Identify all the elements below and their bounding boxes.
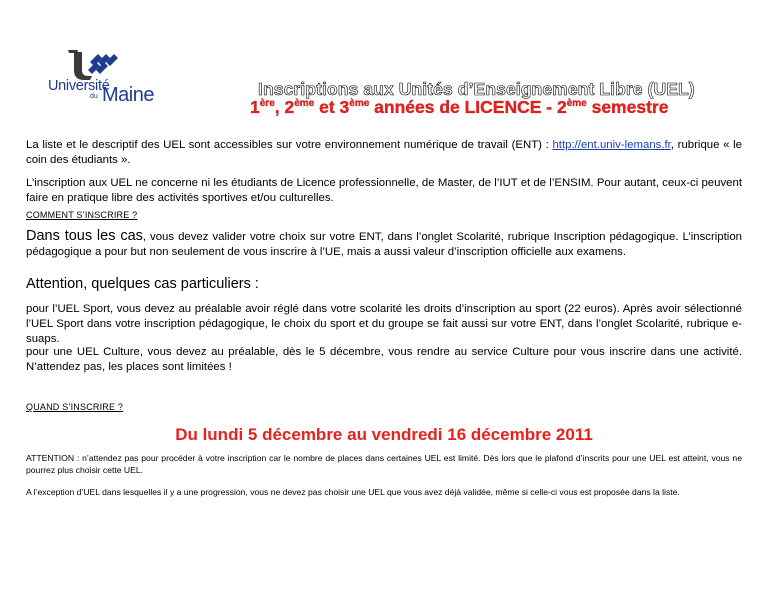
logo-text-maine: Maine <box>102 84 154 106</box>
university-logo <box>48 48 154 110</box>
page-subtitle <box>250 97 668 118</box>
subtitle-sup-4: ème <box>566 98 587 109</box>
logo-emblem-icon <box>54 48 128 82</box>
subtitle-sep-1: , <box>274 97 285 117</box>
subtitle-level: années de LICENCE - <box>369 97 557 117</box>
subtitle-semester-number: 2 <box>556 97 567 117</box>
eligibility-note: L’inscription aux UEL ne concerne ni les étudiants de Licence professionnelle, de Master, de l’IUT et de l’ENSIM. Pour autant, ceux-ci peuvent faire en pratique libre des activités sportives et/ou culturelles. <box>26 177 742 204</box>
warning-paragraph: ATTENTION : n’attendez pas pour procéder à votre inscription car le nombre de places dans certaines UEL est limité. Dès lors que le plafond d’inscrits pour une UEL est atteint, vous ne pourrez plus choisir cette UEL. <box>26 453 742 475</box>
page-title: Inscriptions aux Unités d’Enseignement Libre (UEL) <box>258 79 695 99</box>
logo-text-du: du <box>90 93 98 100</box>
subtitle-year-1: 1 <box>250 97 260 117</box>
logo-text-universite: Université <box>48 78 110 94</box>
subtitle-year-2: 2 <box>284 97 295 117</box>
subtitle-sup-1: ère <box>259 98 275 109</box>
culture-paragraph: pour une UEL Culture, vous devez au préalable, dès le 5 décembre, vous rendre au service Culture pour vous inscrire dans une activité. N’attendez pas, les places sont limitées ! <box>26 346 742 373</box>
registration-dates: Du lundi 5 décembre au vendredi 16 décembre 2011 <box>175 425 593 444</box>
how-heading: COMMENT S’INSCRIRE ? <box>26 210 138 220</box>
how-paragraph <box>26 229 742 260</box>
ent-link[interactable]: http://ent.univ-lemans.fr <box>552 139 671 151</box>
intro-paragraph <box>26 138 742 168</box>
how-text: , vous devez valider votre choix sur votre ENT, dans l’onglet Scolarité, rubrique Inscription pédagogique. L’inscription pédagogique a pour but non seulement de vous inscrire à l’UE, mais a aussi valeur d’inscription officielle aux examens. <box>26 231 742 258</box>
exception-paragraph: A l’exception d’UEL dans lesquelles il y a une progression, vous ne devez pas choisir une UEL que vous avez déjà validée, même si celle-ci vous est proposée dans la liste. <box>26 487 680 497</box>
intro-text-end: , rubrique « le coin des étudiants ». <box>26 139 742 166</box>
sport-paragraph: pour l’UEL Sport, vous devez au préalable avoir réglé dans votre scolarité les droits d’inscription au sport (22 euros). Après avoir sélectionné l’UEL Sport dans votre inscription pédagogique, le choix du sport et du groupe se fait aussi sur votre ENT, dans l’onglet Scolarité, rubrique e-suaps. <box>26 303 742 345</box>
subtitle-semester: semestre <box>586 97 669 117</box>
how-lead: Dans tous les cas <box>26 228 143 244</box>
attention-heading: Attention, quelques cas particuliers : <box>26 276 259 292</box>
subtitle-sep-2: et <box>314 97 340 117</box>
intro-text: La liste et le descriptif des UEL sont accessibles sur votre environnement numérique de travail (ENT) : <box>26 139 553 151</box>
subtitle-year-3: 3 <box>339 97 350 117</box>
subtitle-sup-3: ème <box>349 98 370 109</box>
subtitle-sup-2: ème <box>294 98 315 109</box>
when-heading: QUAND S’INSCRIRE ? <box>26 402 124 412</box>
